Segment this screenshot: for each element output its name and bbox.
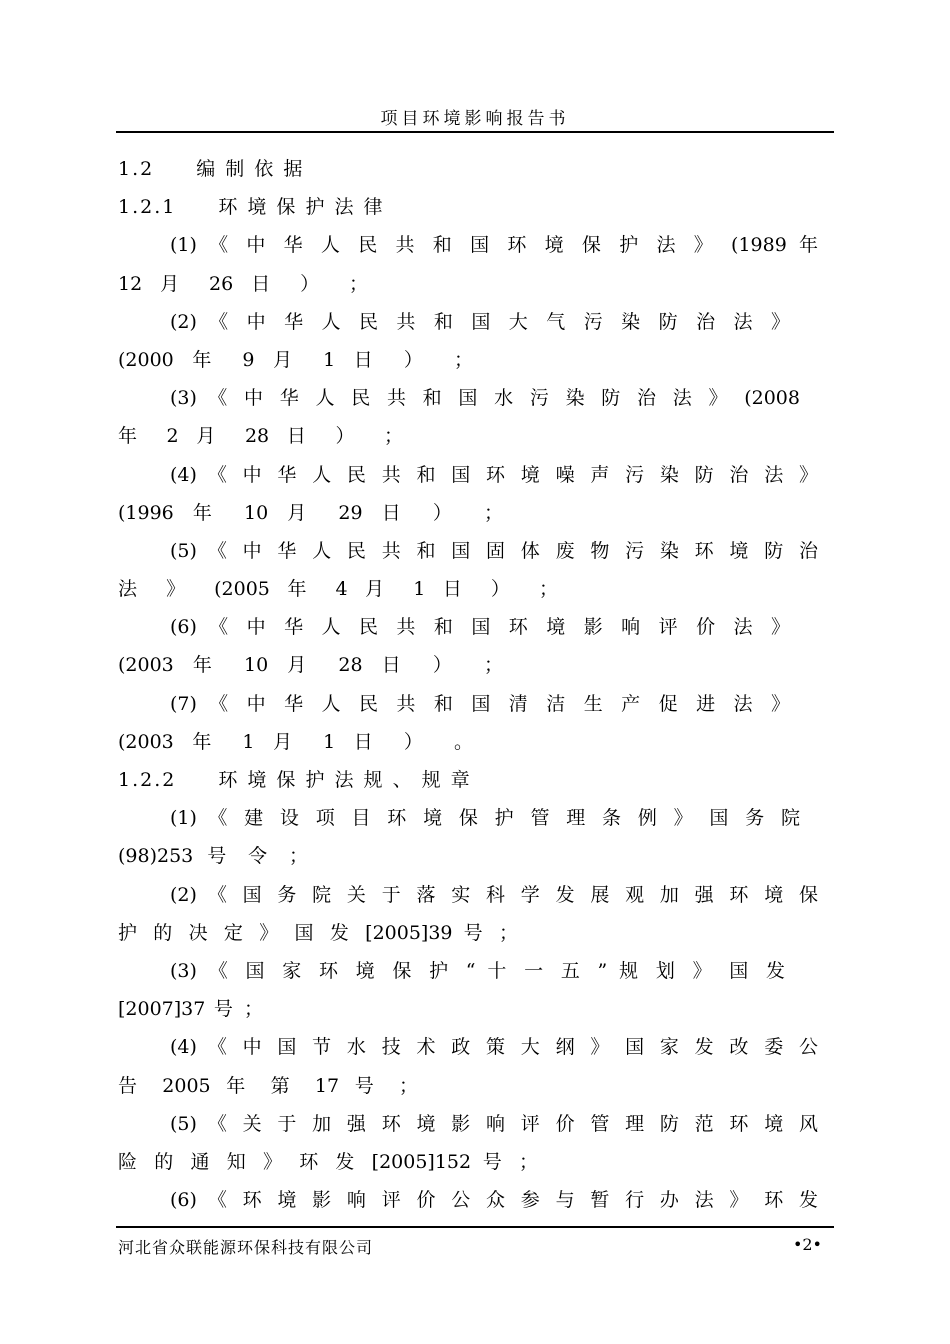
regulation-item-6 <box>170 1181 818 1219</box>
law-item-7 <box>170 685 818 723</box>
law-item-4-cont <box>118 494 818 532</box>
law-item-3 <box>170 379 818 417</box>
document-body <box>118 150 818 1219</box>
footer-divider <box>116 1226 834 1228</box>
text-line: 1.2.2 环 境 保 护 法 规 、 规 章 <box>118 769 472 791</box>
text-line: (2003 年 10 月 28 日 ） ； <box>118 654 503 677</box>
text-line: (1) 《 中 华 人 民 共 和 国 环 境 保 护 法 》 (1989 年 <box>170 234 818 257</box>
law-item-1-cont <box>118 265 818 303</box>
text-line: 法 》 (2005 年 4 月 1 日 ） ； <box>118 578 558 601</box>
section-heading-1-2-2 <box>118 761 818 799</box>
text-line: (2) 《 国 务 院 关 于 落 实 科 学 发 展 观 加 强 环 境 保 <box>170 883 818 906</box>
text-line: (7) 《 中 华 人 民 共 和 国 清 洁 生 产 促 进 法 》 <box>170 692 790 715</box>
text-line: (5) 《 关 于 加 强 环 境 影 响 评 价 管 理 防 范 环 境 风 <box>170 1112 818 1135</box>
law-item-6-cont <box>118 646 818 684</box>
header-divider <box>116 131 834 133</box>
page-header-title: 项目环境影响报告书 <box>380 109 570 129</box>
footer-company: 河北省众联能源环保科技有限公司 <box>118 1238 374 1257</box>
law-item-6 <box>170 608 818 646</box>
text-line: (4) 《 中 国 节 水 技 术 政 策 大 纲 》 国 家 发 改 委 公 <box>170 1036 818 1059</box>
regulation-item-3 <box>170 952 818 990</box>
text-line: (3) 《 中 华 人 民 共 和 国 水 污 染 防 治 法 》 (2008 <box>170 387 800 410</box>
regulation-item-1 <box>170 799 818 837</box>
regulation-item-5 <box>170 1105 818 1143</box>
text-line: (2003 年 1 月 1 日 ） 。 <box>118 730 473 753</box>
regulation-item-4-cont <box>118 1067 818 1105</box>
regulation-item-5-cont <box>118 1143 818 1181</box>
law-item-1 <box>170 226 818 264</box>
law-item-4 <box>170 456 818 494</box>
regulation-item-1-cont <box>118 837 818 875</box>
text-line: (2000 年 9 月 1 日 ） ； <box>118 348 473 371</box>
text-line: (4) 《 中 华 人 民 共 和 国 环 境 噪 声 污 染 防 治 法 》 <box>170 463 818 486</box>
section-heading-1-2 <box>118 150 818 188</box>
regulation-item-4 <box>170 1028 818 1066</box>
regulation-item-3-cont <box>118 990 818 1028</box>
text-line: 1.2.1 环 境 保 护 法 律 <box>118 196 385 219</box>
text-line: 险 的 通 知 》 环 发 [2005]152 号 ； <box>118 1150 538 1173</box>
law-item-5 <box>170 532 818 570</box>
text-line: (3) 《 国 家 环 境 保 护 “ 十 一 五 ” 规 划 》 国 发 <box>170 959 785 982</box>
text-line: 年 2 月 28 日 ） ； <box>118 425 403 448</box>
text-line: 护 的 决 定 》 国 发 [2005]39 号 ； <box>118 921 518 944</box>
text-line: 12 月 26 日 ） ； <box>118 272 368 295</box>
text-line: 告 2005 年 第 17 号 ； <box>118 1074 418 1097</box>
text-line: (2) 《 中 华 人 民 共 和 国 大 气 污 染 防 治 法 》 <box>170 310 790 333</box>
regulation-item-2 <box>170 876 818 914</box>
law-item-3-cont <box>118 417 818 455</box>
text-line: (1996 年 10 月 29 日 ） ； <box>118 501 503 524</box>
text-line: (6) 《 中 华 人 民 共 和 国 环 境 影 响 评 价 法 》 <box>170 616 790 639</box>
text-line: (5) 《 中 华 人 民 共 和 国 固 体 废 物 污 染 环 境 防 治 <box>170 539 818 562</box>
law-item-2-cont <box>118 341 818 379</box>
law-item-2 <box>170 303 818 341</box>
text-line: [2007]37 号 ； <box>118 998 263 1021</box>
text-line: (6) 《 环 境 影 响 评 价 公 众 参 与 暂 行 办 法 》 环 发 <box>170 1189 818 1212</box>
text-line: (98)253 号 令 ； <box>118 845 308 868</box>
section-heading-1-2-1 <box>118 188 818 226</box>
text-line: (1) 《 建 设 项 目 环 境 保 护 管 理 条 例 》 国 务 院 <box>170 807 800 830</box>
regulation-item-2-cont <box>118 914 818 952</box>
page-number: •2• <box>792 1235 822 1254</box>
law-item-5-cont <box>118 570 818 608</box>
text-line: 1.2 编 制 依 据 <box>118 158 305 180</box>
law-item-7-cont <box>118 723 818 761</box>
